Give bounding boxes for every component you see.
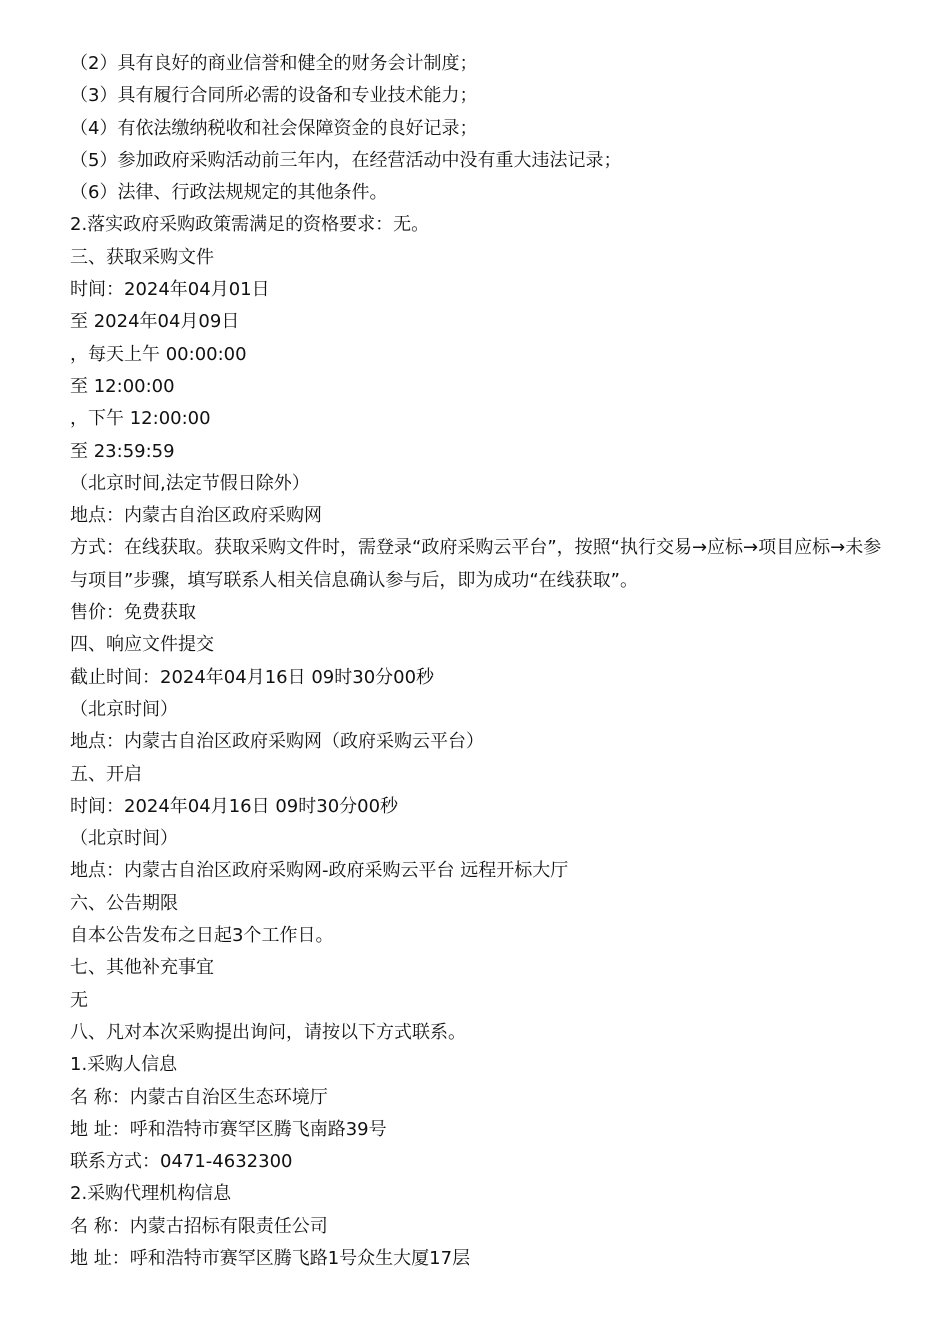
submission-deadline: 截止时间：2024年04月16日 09时30分00秒	[70, 666, 435, 688]
opening-time: 时间：2024年04月16日 09时30分00秒	[70, 795, 399, 817]
purchaser-heading: 1.采购人信息	[70, 1054, 178, 1076]
qualification-item-5: （5）参加政府采购活动前三年内，在经营活动中没有重大违法记录；	[70, 149, 622, 171]
obtain-method: 方式：在线获取。获取采购文件时，需登录“政府采购云平台”，按照“执行交易→应标→项目应标→未参与项目”步骤，填写联系人相关信息确认参与后，即为成功“在线获取”。	[70, 537, 882, 591]
opening-timezone-note: （北京时间）	[70, 828, 178, 850]
obtain-location: 地点：内蒙古自治区政府采购网	[70, 505, 322, 527]
obtain-price: 售价：免费获取	[70, 602, 196, 624]
qualification-item-6: （6）法律、行政法规规定的其他条件。	[70, 182, 388, 204]
agency-name: 名 称：内蒙古招标有限责任公司	[70, 1215, 328, 1237]
purchaser-phone: 联系方式：0471-4632300	[70, 1151, 293, 1173]
section-heading-contact: 八、凡对本次采购提出询问，请按以下方式联系。	[70, 1021, 466, 1043]
document-body	[70, 48, 890, 1275]
agency-address: 地 址：呼和浩特市赛罕区腾飞路1号众生大厦17层	[70, 1247, 471, 1269]
purchaser-name: 名 称：内蒙古自治区生态环境厅	[70, 1086, 328, 1108]
obtain-timezone-note: （北京时间,法定节假日除外）	[70, 472, 310, 494]
purchaser-address: 地 址：呼和浩特市赛罕区腾飞南路39号	[70, 1118, 387, 1140]
notice-period: 自本公告发布之日起3个工作日。	[70, 925, 334, 947]
other-matters: 无	[70, 989, 88, 1011]
section-heading-other-matters: 七、其他补充事宜	[70, 957, 214, 979]
obtain-afternoon-end: 至 23:59:59	[70, 440, 175, 462]
opening-location: 地点：内蒙古自治区政府采购网-政府采购云平台 远程开标大厅	[70, 860, 569, 882]
policy-requirement: 2.落实政府采购政策需满足的资格要求：无。	[70, 214, 430, 236]
qualification-item-4: （4）有依法缴纳税收和社会保障资金的良好记录；	[70, 117, 478, 139]
obtain-time-start: 时间：2024年04月01日	[70, 279, 270, 301]
obtain-time-end: 至 2024年04月09日	[70, 311, 240, 333]
obtain-morning-end: 至 12:00:00	[70, 375, 175, 397]
section-heading-obtain-documents: 三、获取采购文件	[70, 246, 214, 268]
qualification-item-2: （2）具有良好的商业信誉和健全的财务会计制度；	[70, 53, 478, 74]
obtain-afternoon-start: ，下午 12:00:00	[70, 408, 211, 430]
submission-location: 地点：内蒙古自治区政府采购网（政府采购云平台）	[70, 731, 484, 753]
agency-heading: 2.采购代理机构信息	[70, 1183, 232, 1205]
qualification-item-3: （3）具有履行合同所必需的设备和专业技术能力；	[70, 85, 478, 107]
submission-timezone-note: （北京时间）	[70, 698, 178, 720]
section-heading-submission: 四、响应文件提交	[70, 634, 214, 656]
section-heading-notice-period: 六、公告期限	[70, 892, 178, 914]
section-heading-opening: 五、开启	[70, 763, 142, 785]
obtain-morning-start: ，每天上午 00:00:00	[70, 343, 247, 365]
